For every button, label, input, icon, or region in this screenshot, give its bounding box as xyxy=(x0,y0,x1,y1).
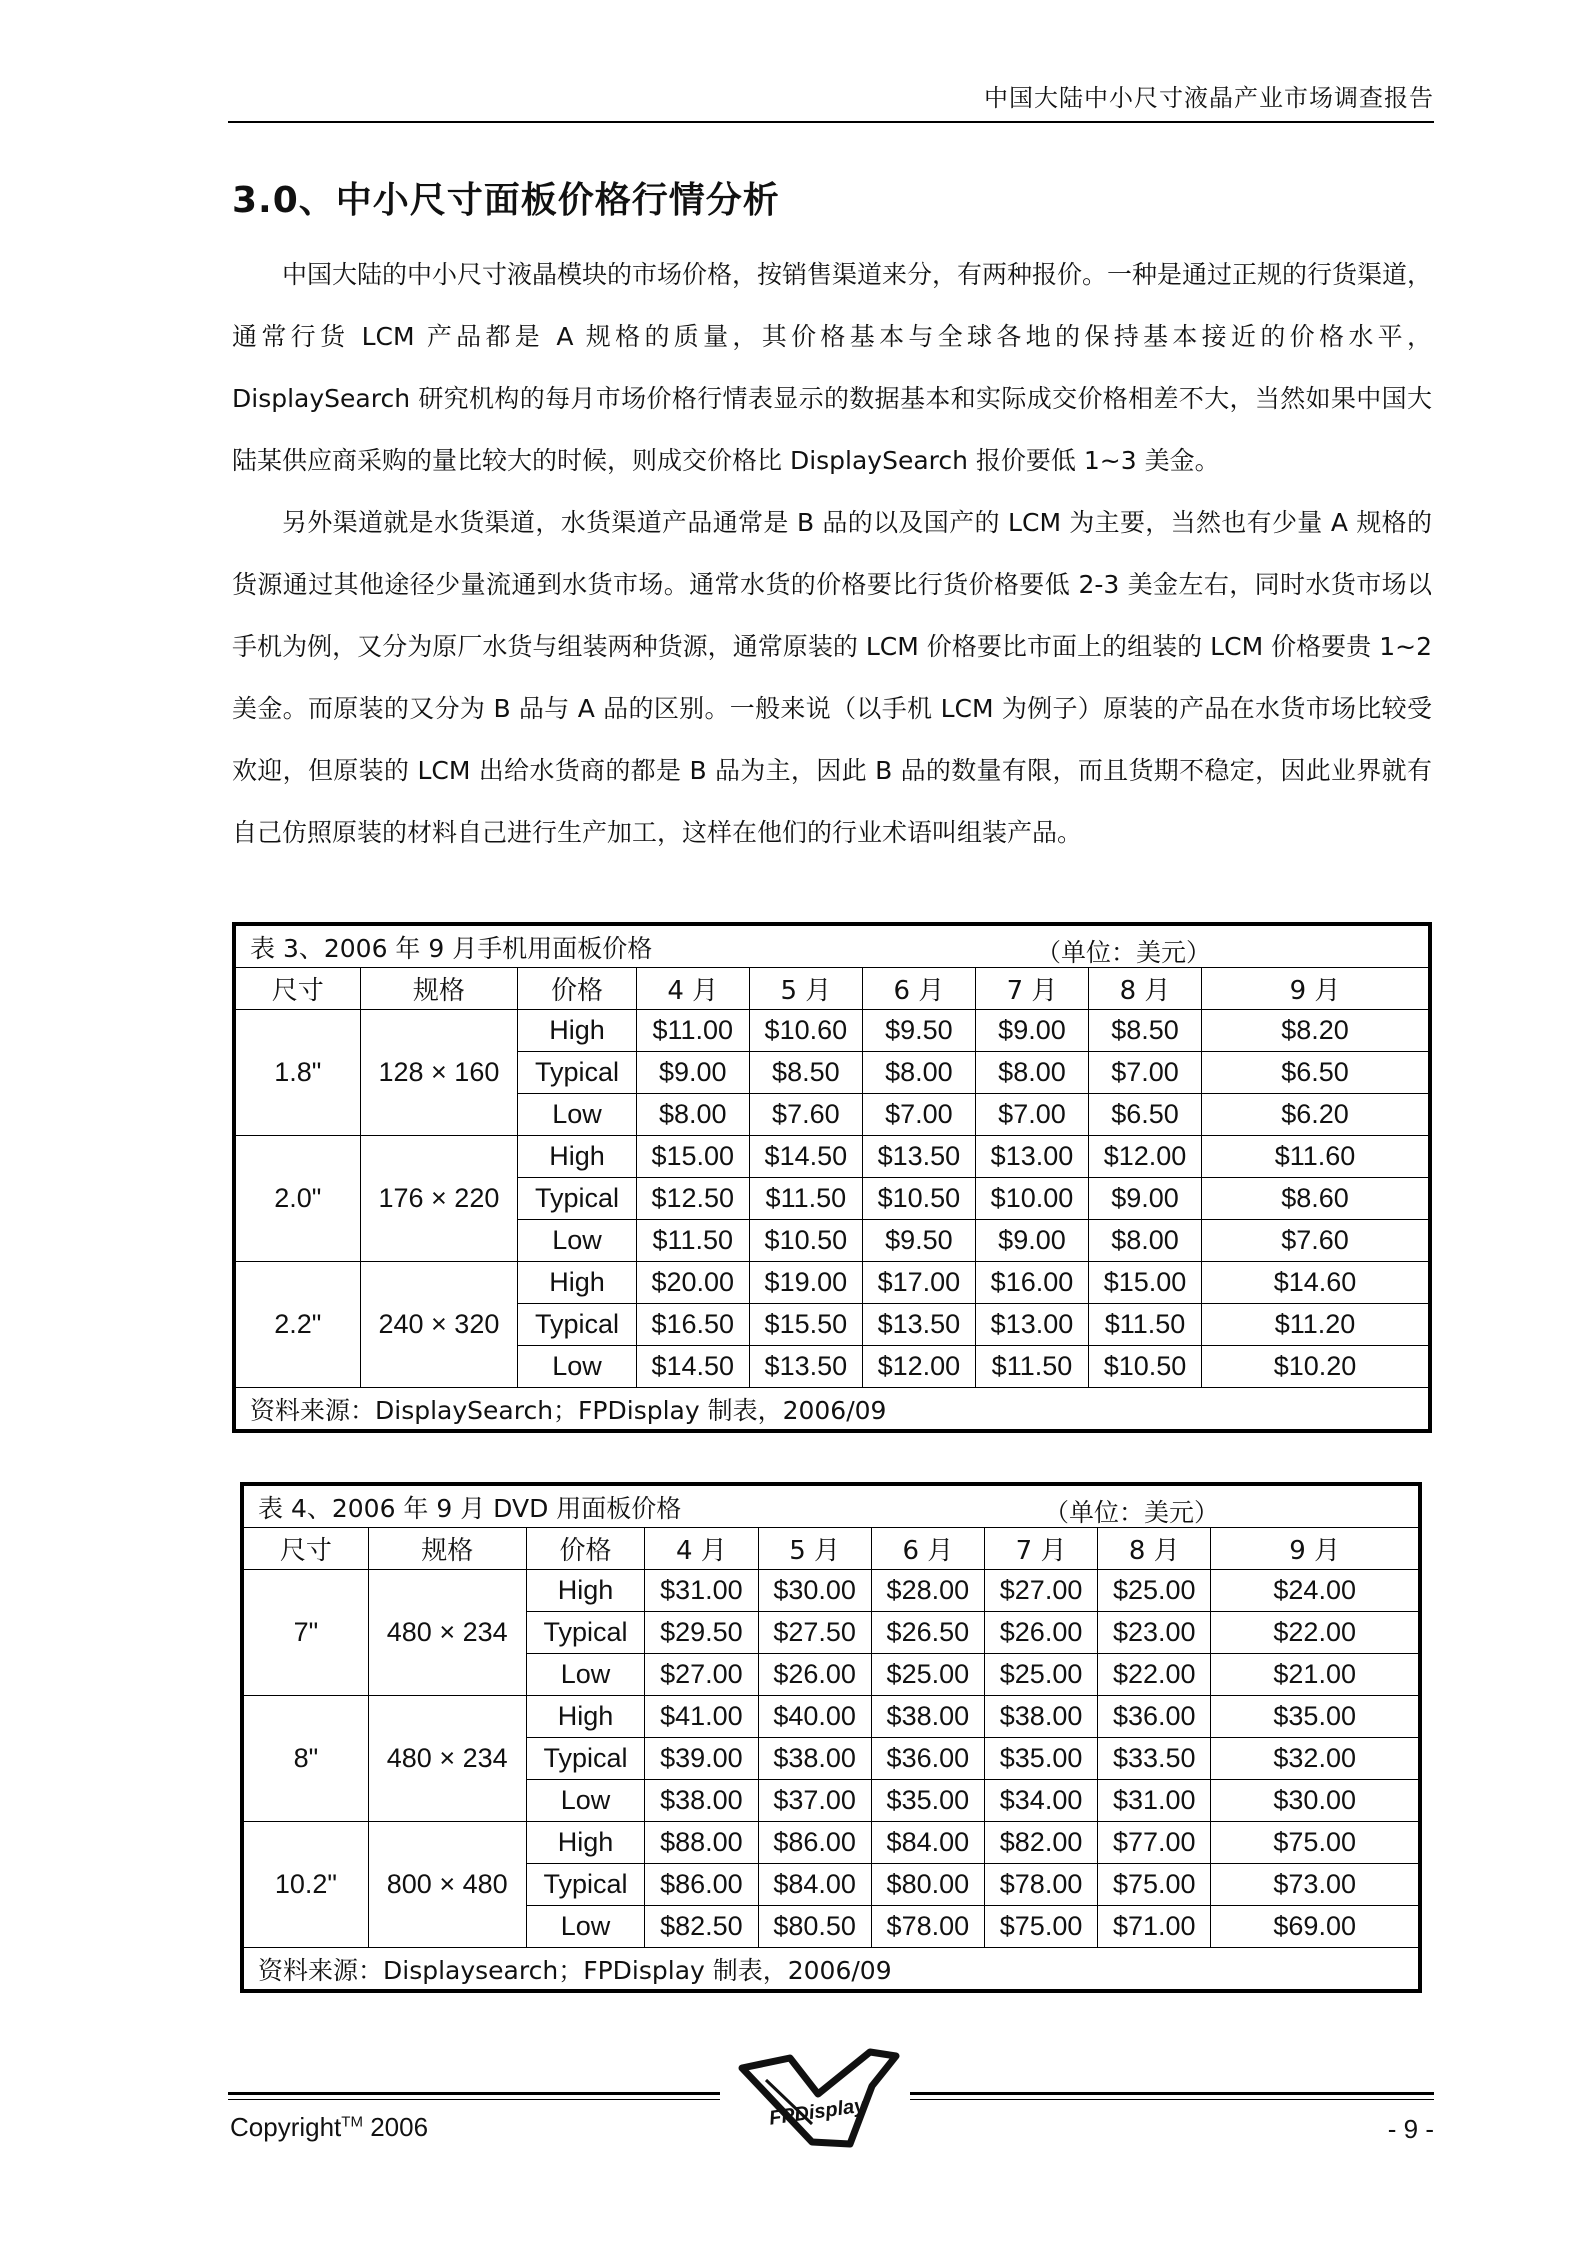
column-header: 4 月 xyxy=(636,968,749,1010)
price-cell: $29.50 xyxy=(645,1612,758,1654)
price-level-cell: High xyxy=(526,1570,645,1612)
price-cell: $75.00 xyxy=(984,1906,1097,1948)
price-cell: $77.00 xyxy=(1098,1822,1211,1864)
price-cell: $14.60 xyxy=(1202,1262,1430,1304)
table-row xyxy=(242,1570,1420,1612)
price-cell: $9.00 xyxy=(636,1052,749,1094)
price-cell: $8.00 xyxy=(1089,1220,1202,1262)
price-level-cell: Typical xyxy=(518,1052,637,1094)
header-row xyxy=(234,968,1430,1010)
price-cell: $26.50 xyxy=(871,1612,984,1654)
price-cell: $7.00 xyxy=(862,1094,975,1136)
price-level-cell: Typical xyxy=(518,1304,637,1346)
price-cell: $41.00 xyxy=(645,1696,758,1738)
price-cell: $73.00 xyxy=(1211,1864,1420,1906)
price-cell: $13.00 xyxy=(975,1136,1088,1178)
price-cell: $26.00 xyxy=(984,1612,1097,1654)
size-cell: 2.0" xyxy=(234,1136,360,1262)
price-cell: $40.00 xyxy=(758,1696,871,1738)
price-level-cell: High xyxy=(518,1262,637,1304)
price-cell: $69.00 xyxy=(1211,1906,1420,1948)
column-header: 9 月 xyxy=(1211,1528,1420,1570)
body-text xyxy=(232,244,1432,864)
price-cell: $82.00 xyxy=(984,1822,1097,1864)
source-row xyxy=(242,1948,1420,1992)
price-cell: $6.20 xyxy=(1202,1094,1430,1136)
column-header: 7 月 xyxy=(984,1528,1097,1570)
price-level-cell: Low xyxy=(526,1906,645,1948)
column-header: 规格 xyxy=(360,968,518,1010)
column-header: 尺寸 xyxy=(242,1528,368,1570)
source-row xyxy=(234,1388,1430,1432)
price-cell: $15.00 xyxy=(636,1136,749,1178)
price-cell: $9.00 xyxy=(975,1010,1088,1052)
caption-row xyxy=(234,924,1430,968)
table-source: 资料来源：Displaysearch；FPDisplay 制表，2006/09 xyxy=(242,1948,1420,1992)
price-cell: $15.00 xyxy=(1089,1262,1202,1304)
price-level-cell: High xyxy=(526,1696,645,1738)
price-cell: $6.50 xyxy=(1089,1094,1202,1136)
page-header xyxy=(228,78,1434,123)
price-cell: $9.00 xyxy=(1089,1178,1202,1220)
column-header: 5 月 xyxy=(758,1528,871,1570)
caption-row xyxy=(242,1484,1420,1528)
price-cell: $35.00 xyxy=(984,1738,1097,1780)
price-cell: $7.00 xyxy=(975,1094,1088,1136)
price-cell: $78.00 xyxy=(984,1864,1097,1906)
spec-cell: 240 × 320 xyxy=(360,1262,518,1388)
price-level-cell: Low xyxy=(518,1346,637,1388)
column-header: 9 月 xyxy=(1202,968,1430,1010)
table-row xyxy=(242,1822,1420,1864)
spec-cell: 176 × 220 xyxy=(360,1136,518,1262)
price-cell: $7.60 xyxy=(749,1094,862,1136)
price-level-cell: Low xyxy=(518,1220,637,1262)
table-row xyxy=(234,1262,1430,1304)
price-cell: $38.00 xyxy=(871,1696,984,1738)
table-caption xyxy=(234,924,1430,968)
price-cell: $9.00 xyxy=(975,1220,1088,1262)
table-caption xyxy=(242,1484,1420,1528)
price-level-cell: High xyxy=(518,1136,637,1178)
column-header: 7 月 xyxy=(975,968,1088,1010)
price-cell: $35.00 xyxy=(1211,1696,1420,1738)
price-cell: $12.50 xyxy=(636,1178,749,1220)
price-cell: $10.20 xyxy=(1202,1346,1430,1388)
table-title: 表 4、2006 年 9 月 DVD 用面板价格 xyxy=(258,1493,682,1523)
price-cell: $80.50 xyxy=(758,1906,871,1948)
price-cell: $30.00 xyxy=(758,1570,871,1612)
price-cell: $13.50 xyxy=(862,1304,975,1346)
price-cell: $71.00 xyxy=(1098,1906,1211,1948)
column-header: 尺寸 xyxy=(234,968,360,1010)
price-cell: $8.00 xyxy=(975,1052,1088,1094)
price-level-cell: High xyxy=(518,1010,637,1052)
price-cell: $14.50 xyxy=(749,1136,862,1178)
price-cell: $38.00 xyxy=(984,1696,1097,1738)
price-cell: $21.00 xyxy=(1211,1654,1420,1696)
price-level-cell: Low xyxy=(526,1654,645,1696)
price-cell: $11.20 xyxy=(1202,1304,1430,1346)
logo-wordmark: FPDisplay xyxy=(767,2094,867,2130)
size-cell: 1.8" xyxy=(234,1010,360,1136)
price-cell: $6.50 xyxy=(1202,1052,1430,1094)
price-cell: $25.00 xyxy=(1098,1570,1211,1612)
price-cell: $9.50 xyxy=(862,1220,975,1262)
spec-cell: 480 × 234 xyxy=(368,1570,526,1696)
price-cell: $36.00 xyxy=(1098,1696,1211,1738)
report-title: 中国大陆中小尺寸液晶产业市场调查报告 xyxy=(984,84,1434,112)
copyright-year: 2006 xyxy=(370,2112,429,2142)
price-cell: $75.00 xyxy=(1098,1864,1211,1906)
price-cell: $8.50 xyxy=(1089,1010,1202,1052)
price-cell: $37.00 xyxy=(758,1780,871,1822)
price-cell: $80.00 xyxy=(871,1864,984,1906)
price-cell: $16.00 xyxy=(975,1262,1088,1304)
price-cell: $30.00 xyxy=(1211,1780,1420,1822)
spec-cell: 800 × 480 xyxy=(368,1822,526,1948)
price-cell: $25.00 xyxy=(984,1654,1097,1696)
column-header: 8 月 xyxy=(1098,1528,1211,1570)
price-cell: $84.00 xyxy=(871,1822,984,1864)
price-cell: $10.50 xyxy=(1089,1346,1202,1388)
table-unit: （单位：美元） xyxy=(1036,938,1212,967)
price-cell: $38.00 xyxy=(758,1738,871,1780)
size-cell: 2.2" xyxy=(234,1262,360,1388)
price-cell: $11.00 xyxy=(636,1010,749,1052)
page-number: - 9 - xyxy=(1387,2114,1434,2144)
column-header: 价格 xyxy=(526,1528,645,1570)
column-header: 6 月 xyxy=(862,968,975,1010)
price-cell: $35.00 xyxy=(871,1780,984,1822)
price-cell: $12.00 xyxy=(1089,1136,1202,1178)
price-cell: $82.50 xyxy=(645,1906,758,1948)
paragraph: 中国大陆的中小尺寸液晶模块的市场价格，按销售渠道来分，有两种报价。一种是通过正规的行货渠道，通常行货 LCM 产品都是 A 规格的质量，其价格基本与全球各地的保持基本接近的价格水平，DisplaySearch 研究机构的每月市场价格行情表显示的数据基本和实际成交价格相差不大，当然如果中国大陆某供应商采购的量比较大的时候，则成交价格比 DisplaySearch 报价要低 1~3 美金。 xyxy=(232,260,1433,475)
price-cell: $15.50 xyxy=(749,1304,862,1346)
price-cell: $13.50 xyxy=(749,1346,862,1388)
spec-cell: 128 × 160 xyxy=(360,1010,518,1136)
price-cell: $33.50 xyxy=(1098,1738,1211,1780)
price-cell: $9.50 xyxy=(862,1010,975,1052)
price-cell: $86.00 xyxy=(758,1822,871,1864)
price-cell: $26.00 xyxy=(758,1654,871,1696)
column-header: 8 月 xyxy=(1089,968,1202,1010)
price-cell: $11.50 xyxy=(636,1220,749,1262)
price-cell: $7.60 xyxy=(1202,1220,1430,1262)
column-header: 5 月 xyxy=(749,968,862,1010)
price-cell: $22.00 xyxy=(1211,1612,1420,1654)
price-level-cell: Typical xyxy=(526,1864,645,1906)
spec-cell: 480 × 234 xyxy=(368,1696,526,1822)
table-dvd-panel-prices xyxy=(240,1482,1422,1993)
price-cell: $23.00 xyxy=(1098,1612,1211,1654)
table-title: 表 3、2006 年 9 月手机用面板价格 xyxy=(250,933,653,963)
price-cell: $13.50 xyxy=(862,1136,975,1178)
price-cell: $84.00 xyxy=(758,1864,871,1906)
price-cell: $17.00 xyxy=(862,1262,975,1304)
price-cell: $8.50 xyxy=(749,1052,862,1094)
price-cell: $13.00 xyxy=(975,1304,1088,1346)
price-cell: $38.00 xyxy=(645,1780,758,1822)
price-cell: $7.00 xyxy=(1089,1052,1202,1094)
price-cell: $22.00 xyxy=(1098,1654,1211,1696)
price-cell: $27.00 xyxy=(645,1654,758,1696)
price-cell: $8.00 xyxy=(636,1094,749,1136)
price-level-cell: Typical xyxy=(526,1738,645,1780)
fpdisplay-logo xyxy=(720,2046,910,2156)
price-cell: $75.00 xyxy=(1211,1822,1420,1864)
price-cell: $20.00 xyxy=(636,1262,749,1304)
price-level-cell: Typical xyxy=(526,1612,645,1654)
paragraph: 另外渠道就是水货渠道，水货渠道产品通常是 B 品的以及国产的 LCM 为主要，当然也有少量 A 规格的货源通过其他途径少量流通到水货市场。通常水货的价格要比行货价格要低 2-3 美金左右，同时水货市场以手机为例，又分为原厂水货与组装两种货源，通常原装的 LCM 价格要比市面上的组装的 LCM 价格要贵 1~2 美金。而原装的又分为 B 品与 A 品的区别。一般来说（以手机 LCM 为例子）原装的产品在水货市场比较受欢迎，但原装的 LCM 出给水货商的都是 B 品为主，因此 B 品的数量有限，而且货期不稳定，因此业界就有自己仿照原装的材料自己进行生产加工，这样在他们的行业术语叫组装产品。 xyxy=(232,508,1432,847)
price-cell: $14.50 xyxy=(636,1346,749,1388)
copyright xyxy=(230,2112,428,2143)
price-cell: $32.00 xyxy=(1211,1738,1420,1780)
price-cell: $10.50 xyxy=(749,1220,862,1262)
price-cell: $25.00 xyxy=(871,1654,984,1696)
column-header: 价格 xyxy=(518,968,637,1010)
price-cell: $88.00 xyxy=(645,1822,758,1864)
header-row xyxy=(242,1528,1420,1570)
table-source: 资料来源：DisplaySearch；FPDisplay 制表，2006/09 xyxy=(234,1388,1430,1432)
price-cell: $36.00 xyxy=(871,1738,984,1780)
price-cell: $34.00 xyxy=(984,1780,1097,1822)
price-level-cell: Low xyxy=(526,1780,645,1822)
price-level-cell: Typical xyxy=(518,1178,637,1220)
trademark-mark: TM xyxy=(341,2113,363,2131)
section-title: 3.0、中小尺寸面板价格行情分析 xyxy=(232,180,780,221)
price-cell: $27.00 xyxy=(984,1570,1097,1612)
table-row xyxy=(234,1010,1430,1052)
table-row xyxy=(242,1696,1420,1738)
price-cell: $28.00 xyxy=(871,1570,984,1612)
price-cell: $31.00 xyxy=(645,1570,758,1612)
price-cell: $86.00 xyxy=(645,1864,758,1906)
price-cell: $8.20 xyxy=(1202,1010,1430,1052)
table-row xyxy=(234,1136,1430,1178)
price-level-cell: High xyxy=(526,1822,645,1864)
price-cell: $31.00 xyxy=(1098,1780,1211,1822)
price-cell: $78.00 xyxy=(871,1906,984,1948)
price-cell: $11.60 xyxy=(1202,1136,1430,1178)
price-level-cell: Low xyxy=(518,1094,637,1136)
copyright-label: Copyright xyxy=(230,2112,342,2142)
price-cell: $16.50 xyxy=(636,1304,749,1346)
price-cell: $12.00 xyxy=(862,1346,975,1388)
table-mobile-panel-prices xyxy=(232,922,1432,1433)
column-header: 6 月 xyxy=(871,1528,984,1570)
price-cell: $8.00 xyxy=(862,1052,975,1094)
column-header: 4 月 xyxy=(645,1528,758,1570)
price-cell: $19.00 xyxy=(749,1262,862,1304)
price-cell: $27.50 xyxy=(758,1612,871,1654)
price-cell: $11.50 xyxy=(975,1346,1088,1388)
size-cell: 10.2" xyxy=(242,1822,368,1948)
size-cell: 8" xyxy=(242,1696,368,1822)
price-cell: $24.00 xyxy=(1211,1570,1420,1612)
price-cell: $39.00 xyxy=(645,1738,758,1780)
price-cell: $11.50 xyxy=(1089,1304,1202,1346)
price-cell: $10.00 xyxy=(975,1178,1088,1220)
size-cell: 7" xyxy=(242,1570,368,1696)
price-cell: $8.60 xyxy=(1202,1178,1430,1220)
price-cell: $10.50 xyxy=(862,1178,975,1220)
price-cell: $10.60 xyxy=(749,1010,862,1052)
column-header: 规格 xyxy=(368,1528,526,1570)
table-unit: （单位：美元） xyxy=(1044,1498,1220,1527)
price-cell: $11.50 xyxy=(749,1178,862,1220)
